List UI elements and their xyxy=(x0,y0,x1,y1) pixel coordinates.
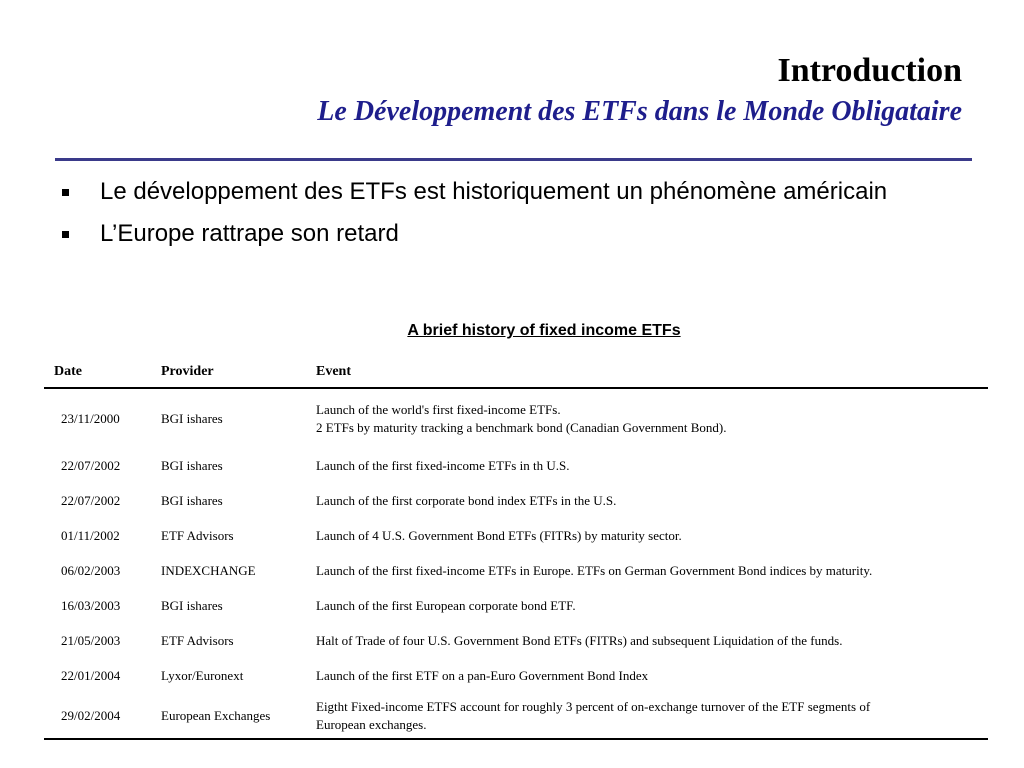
table-row xyxy=(44,623,988,658)
table-row xyxy=(44,658,988,693)
event-line: Launch of 4 U.S. Government Bond ETFs (FITRs) by maturity sector. xyxy=(316,527,682,543)
table-header-row xyxy=(44,360,988,388)
cell-date: 22/01/2004 xyxy=(61,667,121,683)
bullet-text: L’Europe rattrape son retard xyxy=(100,220,399,247)
bullet-item xyxy=(60,218,970,250)
table-row xyxy=(44,693,988,739)
header-event: Event xyxy=(316,360,988,388)
slide-title: Introduction xyxy=(777,52,962,89)
event-line: Launch of the first fixed-income ETFs in th U.S. xyxy=(316,457,570,473)
cell-provider: ETF Advisors xyxy=(161,632,234,648)
table-row xyxy=(44,518,988,553)
square-bullet-icon xyxy=(62,231,69,238)
event-line: 2 ETFs by maturity tracking a benchmark bond (Canadian Government Bond). xyxy=(316,419,727,435)
cell-event xyxy=(316,588,988,623)
table-row xyxy=(44,448,988,483)
event-line: Eigtht Fixed-income ETFS account for roughly 3 percent of on-exchange turnover of the ETF segments of xyxy=(316,698,871,714)
cell-provider: BGI ishares xyxy=(161,492,223,508)
event-line: European exchanges. xyxy=(316,716,427,732)
cell-provider: BGI ishares xyxy=(161,410,223,426)
cell-event xyxy=(316,693,988,739)
table-row xyxy=(44,588,988,623)
cell-date: 22/07/2002 xyxy=(61,457,121,473)
cell-provider: BGI ishares xyxy=(161,597,223,613)
square-bullet-icon xyxy=(62,189,69,196)
event-line: Halt of Trade of four U.S. Government Bond ETFs (FITRs) and subsequent Liquidation of the funds. xyxy=(316,632,843,648)
cell-provider: ETF Advisors xyxy=(161,527,234,543)
cell-provider: European Exchanges xyxy=(161,693,316,739)
cell-event xyxy=(316,388,988,448)
table-body xyxy=(44,388,988,739)
bullet-text: Le développement des ETFs est historiquement un phénomène américain xyxy=(100,178,888,205)
bullet-item xyxy=(60,176,970,208)
table-title: A brief history of fixed income ETFs xyxy=(407,322,681,339)
cell-provider: BGI ishares xyxy=(161,457,223,473)
event-line: Launch of the first ETF on a pan-Euro Government Bond Index xyxy=(316,667,649,683)
cell-date: 29/02/2004 xyxy=(44,693,161,739)
cell-event xyxy=(316,448,988,483)
cell-event xyxy=(316,553,988,588)
event-line: Launch of the first European corporate bond ETF. xyxy=(316,597,576,613)
cell-date: 23/11/2000 xyxy=(61,410,120,426)
slide-subtitle: Le Développement des ETFs dans le Monde Obligataire xyxy=(317,96,962,127)
header-date: Date xyxy=(44,360,161,388)
event-line: Launch of the first corporate bond index ETFs in the U.S. xyxy=(316,492,617,508)
history-table xyxy=(44,360,988,740)
cell-event xyxy=(316,658,988,693)
cell-date: 16/03/2003 xyxy=(61,597,121,613)
cell-event xyxy=(316,623,988,658)
cell-event xyxy=(316,483,988,518)
cell-event xyxy=(316,518,988,553)
cell-date: 22/07/2002 xyxy=(61,492,121,508)
cell-provider: Lyxor/Euronext xyxy=(161,667,244,683)
bullet-list xyxy=(60,176,970,260)
cell-date: 21/05/2003 xyxy=(61,632,121,648)
event-line: Launch of the world's first fixed-income ETFs. xyxy=(316,401,561,417)
event-line: Launch of the first fixed-income ETFs in Europe. ETFs on German Government Bond indices by maturity. xyxy=(316,562,873,578)
table-row xyxy=(44,553,988,588)
cell-date: 01/11/2002 xyxy=(61,527,120,543)
table-row xyxy=(44,483,988,518)
header-provider: Provider xyxy=(161,360,316,388)
cell-date: 06/02/2003 xyxy=(61,562,121,578)
cell-provider: INDEXCHANGE xyxy=(161,562,256,578)
title-divider xyxy=(55,158,972,161)
table-row xyxy=(44,388,988,448)
